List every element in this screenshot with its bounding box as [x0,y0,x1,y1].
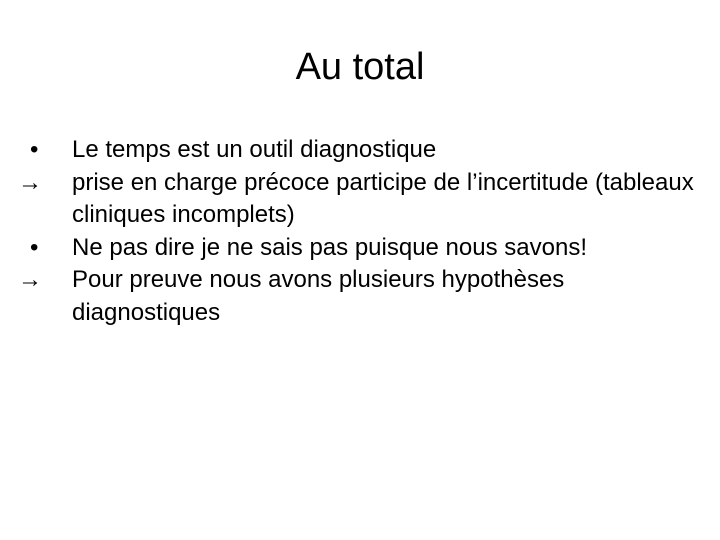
list-item-text: Ne pas dire je ne sais pas puisque nous savons! [72,233,587,261]
bullet-marker: • [30,136,39,163]
list-item [18,167,708,232]
list-item-text: Le temps est un outil diagnostique [72,136,437,163]
list-item [18,264,708,329]
list-item-text: prise en charge précoce participe de l’incertitude (tableaux cliniques incomplets) [72,168,694,228]
slide-title: Au total [295,46,425,88]
list-item-text: Pour preuve nous avons plusieurs hypothèses diagnostiques [72,266,565,326]
arrow-marker: → [18,168,42,196]
arrow-marker: → [18,266,42,293]
bullet-marker: • [30,233,39,261]
list-item [18,134,708,167]
list-item [18,232,708,265]
bullet-list [18,134,708,329]
